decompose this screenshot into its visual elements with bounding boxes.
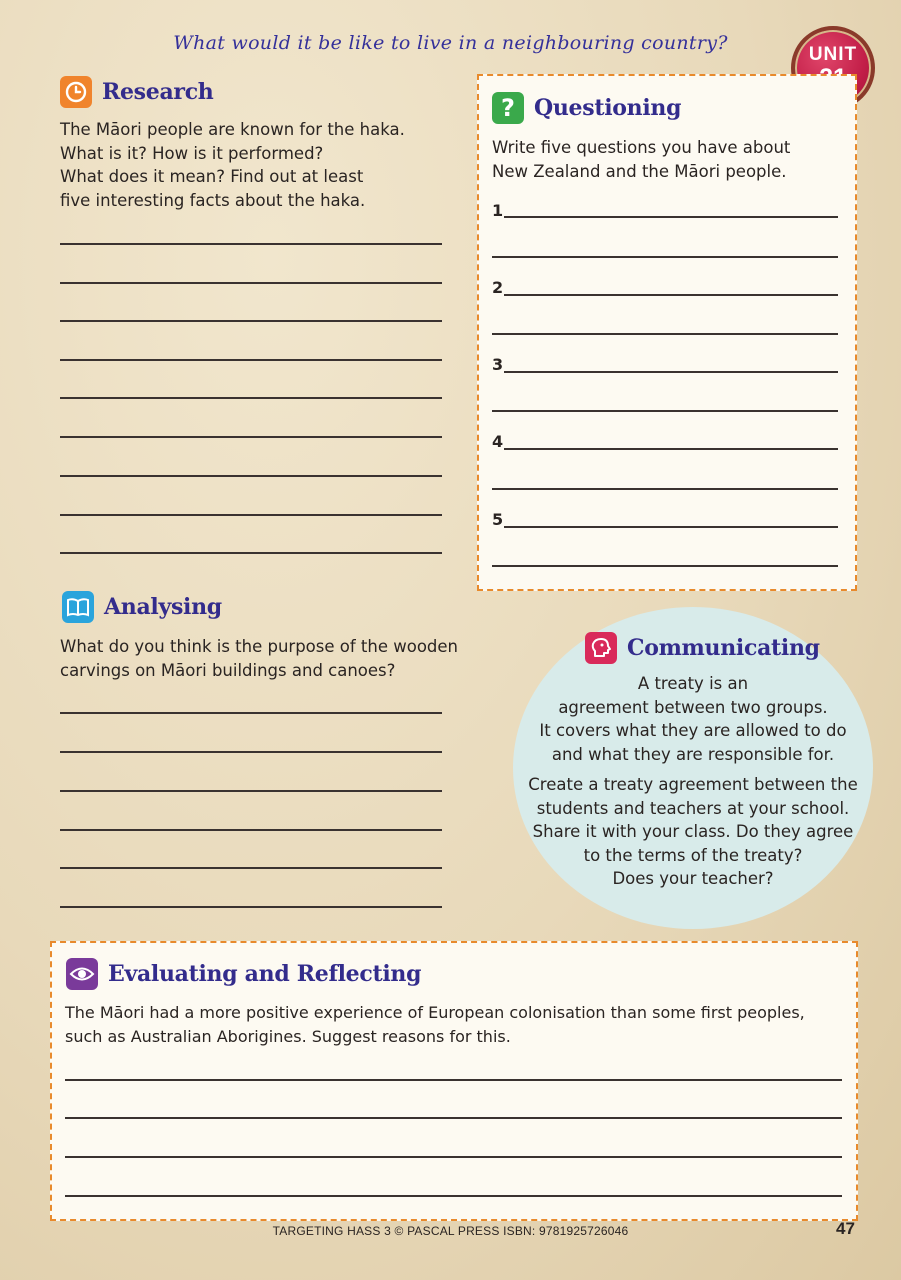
answer-line[interactable] xyxy=(65,1117,842,1119)
communicating-text-line: Does your teacher? xyxy=(612,869,774,888)
question-number: 4 xyxy=(492,432,504,451)
answer-line[interactable] xyxy=(60,790,442,792)
answer-line[interactable] xyxy=(60,475,442,477)
unit-label: UNIT xyxy=(808,44,858,65)
communicating-text-line: and what they are responsible for. xyxy=(551,744,835,764)
questioning-text-line: Write five questions you have about xyxy=(492,138,791,157)
analysing-text-line: What do you think is the purpose of the wooden xyxy=(60,637,459,656)
questioning-title: Questioning xyxy=(534,95,682,121)
answer-line[interactable] xyxy=(60,867,442,869)
answer-line[interactable] xyxy=(65,1079,842,1081)
answer-line[interactable] xyxy=(504,526,838,528)
answer-line[interactable] xyxy=(60,282,442,284)
evaluating-header xyxy=(66,958,421,990)
answer-line[interactable] xyxy=(65,1156,842,1158)
communicating-text-line: Share it with your class. Do they agree xyxy=(532,822,854,841)
answer-line[interactable] xyxy=(60,436,442,438)
communicating-header xyxy=(585,632,820,664)
clock-icon xyxy=(60,76,92,108)
answer-line[interactable] xyxy=(504,216,838,218)
answer-line[interactable] xyxy=(60,552,442,554)
answer-line[interactable] xyxy=(60,320,442,322)
research-header xyxy=(60,76,214,108)
communicating-text-line: It covers what they are allowed to do xyxy=(539,721,847,740)
evaluating-text-line: The Māori had a more positive experience of European colonisation than some first peoples, xyxy=(65,1003,805,1022)
research-text-line: The Māori people are known for the haka. xyxy=(60,120,405,139)
eye-icon xyxy=(66,958,98,990)
page-title: What would it be like to live in a neighbouring country? xyxy=(173,32,728,54)
answer-line[interactable] xyxy=(60,906,442,908)
questioning-header xyxy=(492,92,681,124)
answer-line[interactable] xyxy=(504,371,838,373)
answer-line[interactable] xyxy=(60,514,442,516)
speaking-head-icon xyxy=(585,632,617,664)
evaluating-title: Evaluating and Reflecting xyxy=(108,961,422,987)
analysing-title: Analysing xyxy=(104,594,222,620)
research-text-line: five interesting facts about the haka. xyxy=(60,190,366,210)
question-number: 3 xyxy=(492,355,504,374)
page-number: 47 xyxy=(836,1219,855,1238)
answer-line[interactable] xyxy=(492,256,838,258)
evaluating-text-line: such as Australian Aborigines. Suggest reasons for this. xyxy=(65,1026,511,1046)
answer-line[interactable] xyxy=(60,243,442,245)
communicating-title: Communicating xyxy=(627,635,820,661)
questioning-text-line: New Zealand and the Māori people. xyxy=(492,161,787,181)
analysing-text xyxy=(60,635,480,682)
evaluating-text xyxy=(65,1001,845,1048)
question-mark-icon: ? xyxy=(492,92,524,124)
answer-line[interactable] xyxy=(504,448,838,450)
question-number: 5 xyxy=(492,510,504,529)
communicating-task xyxy=(518,773,868,891)
research-text-line: What does it mean? Find out at least xyxy=(60,167,364,186)
communicating-text-line: Create a treaty agreement between the xyxy=(528,775,858,794)
questioning-text xyxy=(492,136,842,183)
answer-line[interactable] xyxy=(60,359,442,361)
answer-line[interactable] xyxy=(60,829,442,831)
answer-line[interactable] xyxy=(504,294,838,296)
answer-line[interactable] xyxy=(65,1195,842,1197)
communicating-text-line: students and teachers at your school. xyxy=(536,798,850,818)
answer-line[interactable] xyxy=(492,410,838,412)
answer-line[interactable] xyxy=(60,397,442,399)
analysing-header xyxy=(62,591,222,623)
research-text-line: What is it? How is it performed? xyxy=(60,143,324,163)
question-number: 1 xyxy=(492,201,504,220)
communicating-text-line: to the terms of the treaty? xyxy=(583,845,803,865)
footer-text: TARGETING HASS 3 © PASCAL PRESS ISBN: 9781925726046 xyxy=(272,1224,629,1238)
communicating-text-line: agreement between two groups. xyxy=(558,697,828,717)
research-title: Research xyxy=(102,79,214,105)
answer-line[interactable] xyxy=(60,751,442,753)
answer-line[interactable] xyxy=(492,488,838,490)
answer-line[interactable] xyxy=(492,333,838,335)
communicating-text-line: A treaty is an xyxy=(637,674,749,693)
book-icon xyxy=(62,591,94,623)
research-text xyxy=(60,118,460,212)
answer-line[interactable] xyxy=(492,565,838,567)
communicating-definition xyxy=(518,672,868,766)
question-number: 2 xyxy=(492,278,504,297)
analysing-text-line: carvings on Māori buildings and canoes? xyxy=(60,660,396,680)
answer-line[interactable] xyxy=(60,712,442,714)
